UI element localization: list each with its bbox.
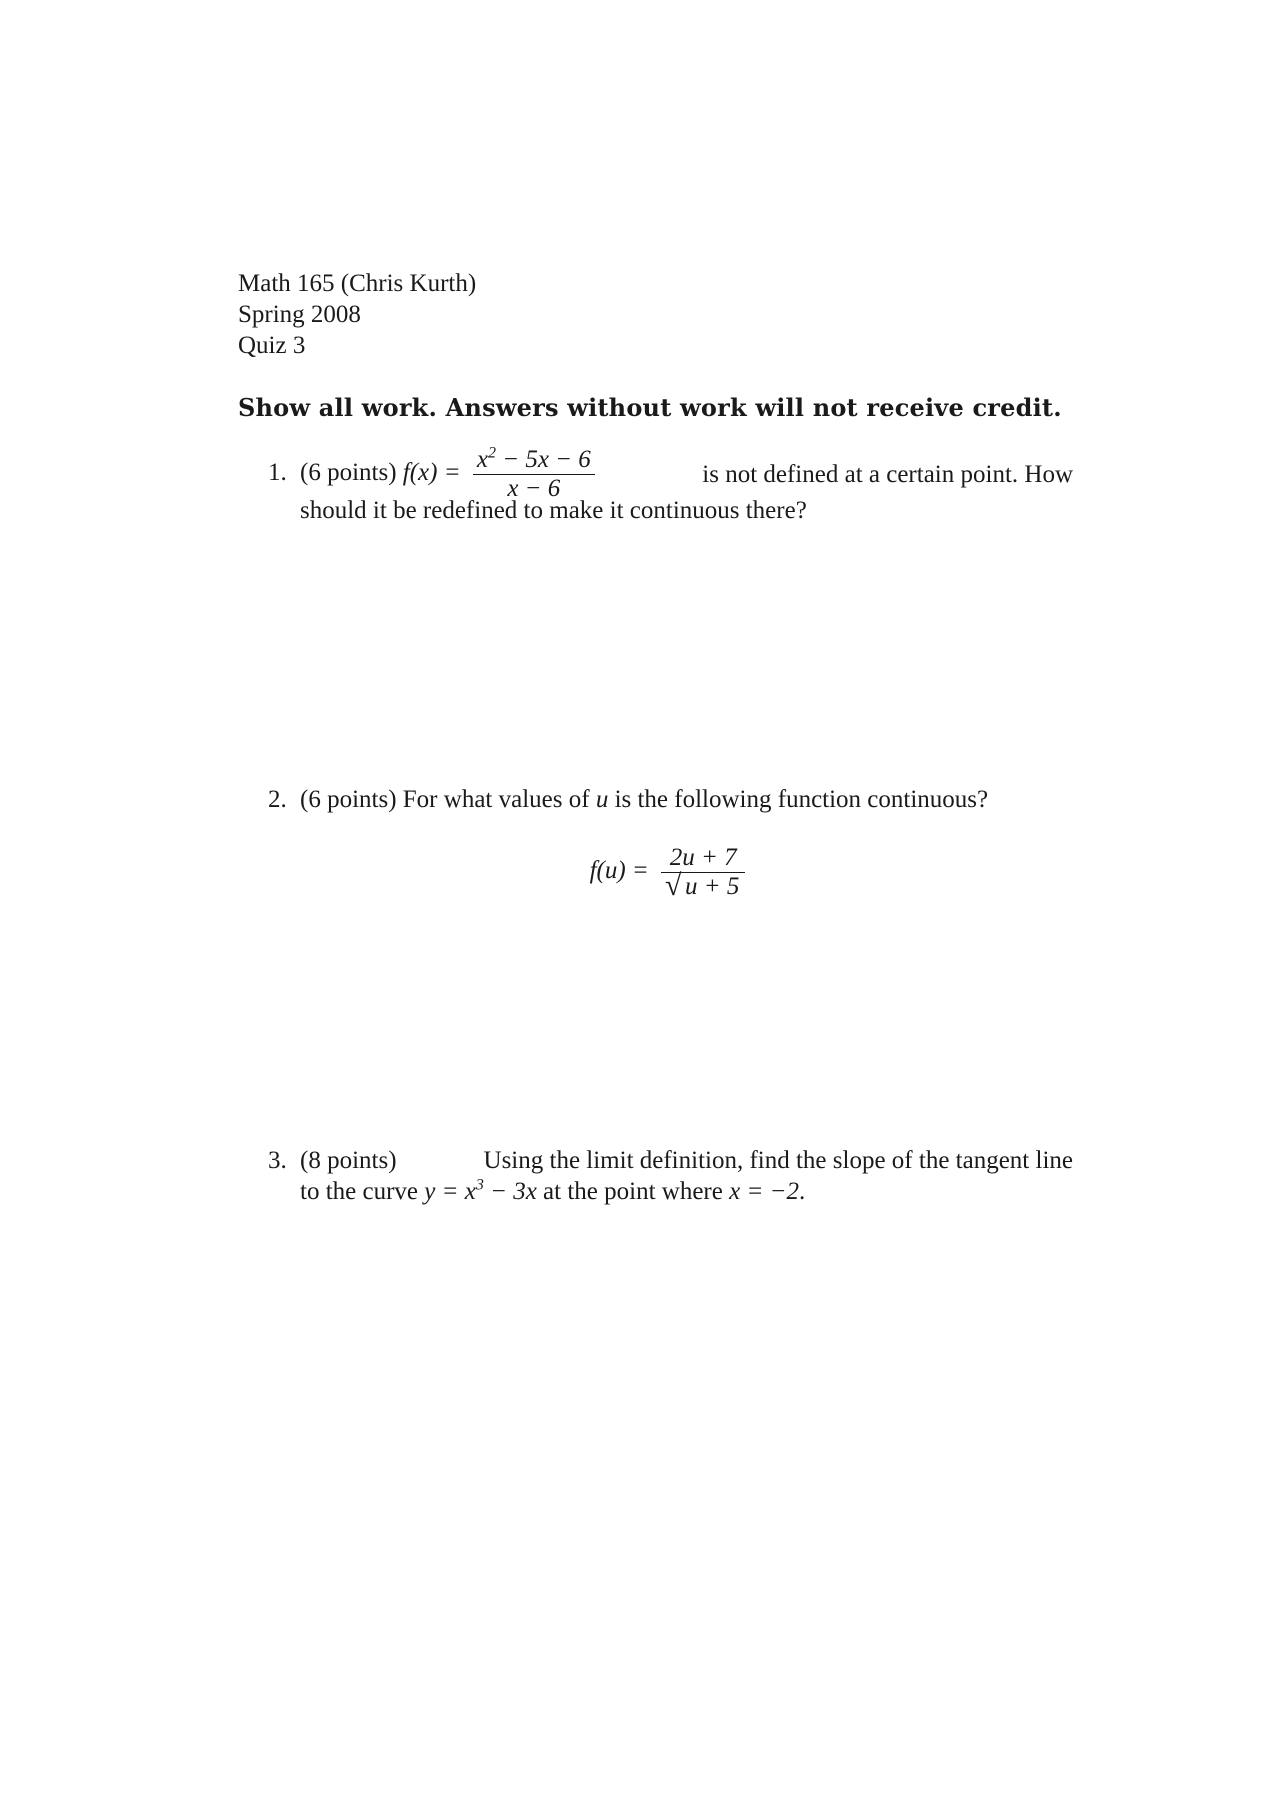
radical-sign: √ [665,869,682,902]
document-header [238,268,476,361]
course-title: Math 165 (Chris Kurth) [238,270,477,297]
radicand: u + 5 [685,873,740,900]
instructions: Show all work. Answers without work will not receive credit. [238,393,1062,422]
problem-1 [268,446,1073,526]
problem-3-line-2: to the curve $y = x^3 - 3x$ at the point where x = −2. [300,1176,806,1205]
problem-3 [268,1145,1073,1207]
problem-1-line-2: should it be redefined to make it continuous there? [300,497,807,524]
problem-number: 3. [268,1147,287,1174]
point-equation: x = −2 [729,1178,799,1205]
problem-points: (8 points) [300,1147,397,1174]
problem-points: (6 points) [300,786,397,813]
fraction-denominator: x − 6 [473,474,595,503]
fraction-numerator: 2u + 7 [669,844,737,871]
problem-text: Using the limit definition, find the slope of the tangent line [483,1147,1073,1174]
square-root [665,869,741,902]
fraction-numerator: $x^2 - 5x - 6$ [476,444,591,473]
quiz-title: Quiz 3 [238,332,306,359]
problem-text: For what values of [402,786,590,813]
fraction-denominator [661,869,745,902]
function-label: f(u) = [589,857,649,885]
fraction [661,844,745,901]
problem-number: 1. [268,459,287,487]
problem-text-after: is the following function continuous? [614,786,989,813]
curve-equation: $y = x^3 - 3x$ [424,1176,537,1205]
problem-2 [268,784,1073,924]
variable: u [595,786,609,813]
problem-2-line-1 [268,784,1073,815]
problem-number: 2. [268,786,287,813]
display-equation [268,844,1073,901]
problem-text: is not defined at a certain point. How [702,461,1073,488]
function-label: f(x) = [402,459,461,487]
problem-3-line-1 [268,1145,1073,1176]
term: Spring 2008 [238,301,361,328]
problem-points: (6 points) [300,459,397,487]
